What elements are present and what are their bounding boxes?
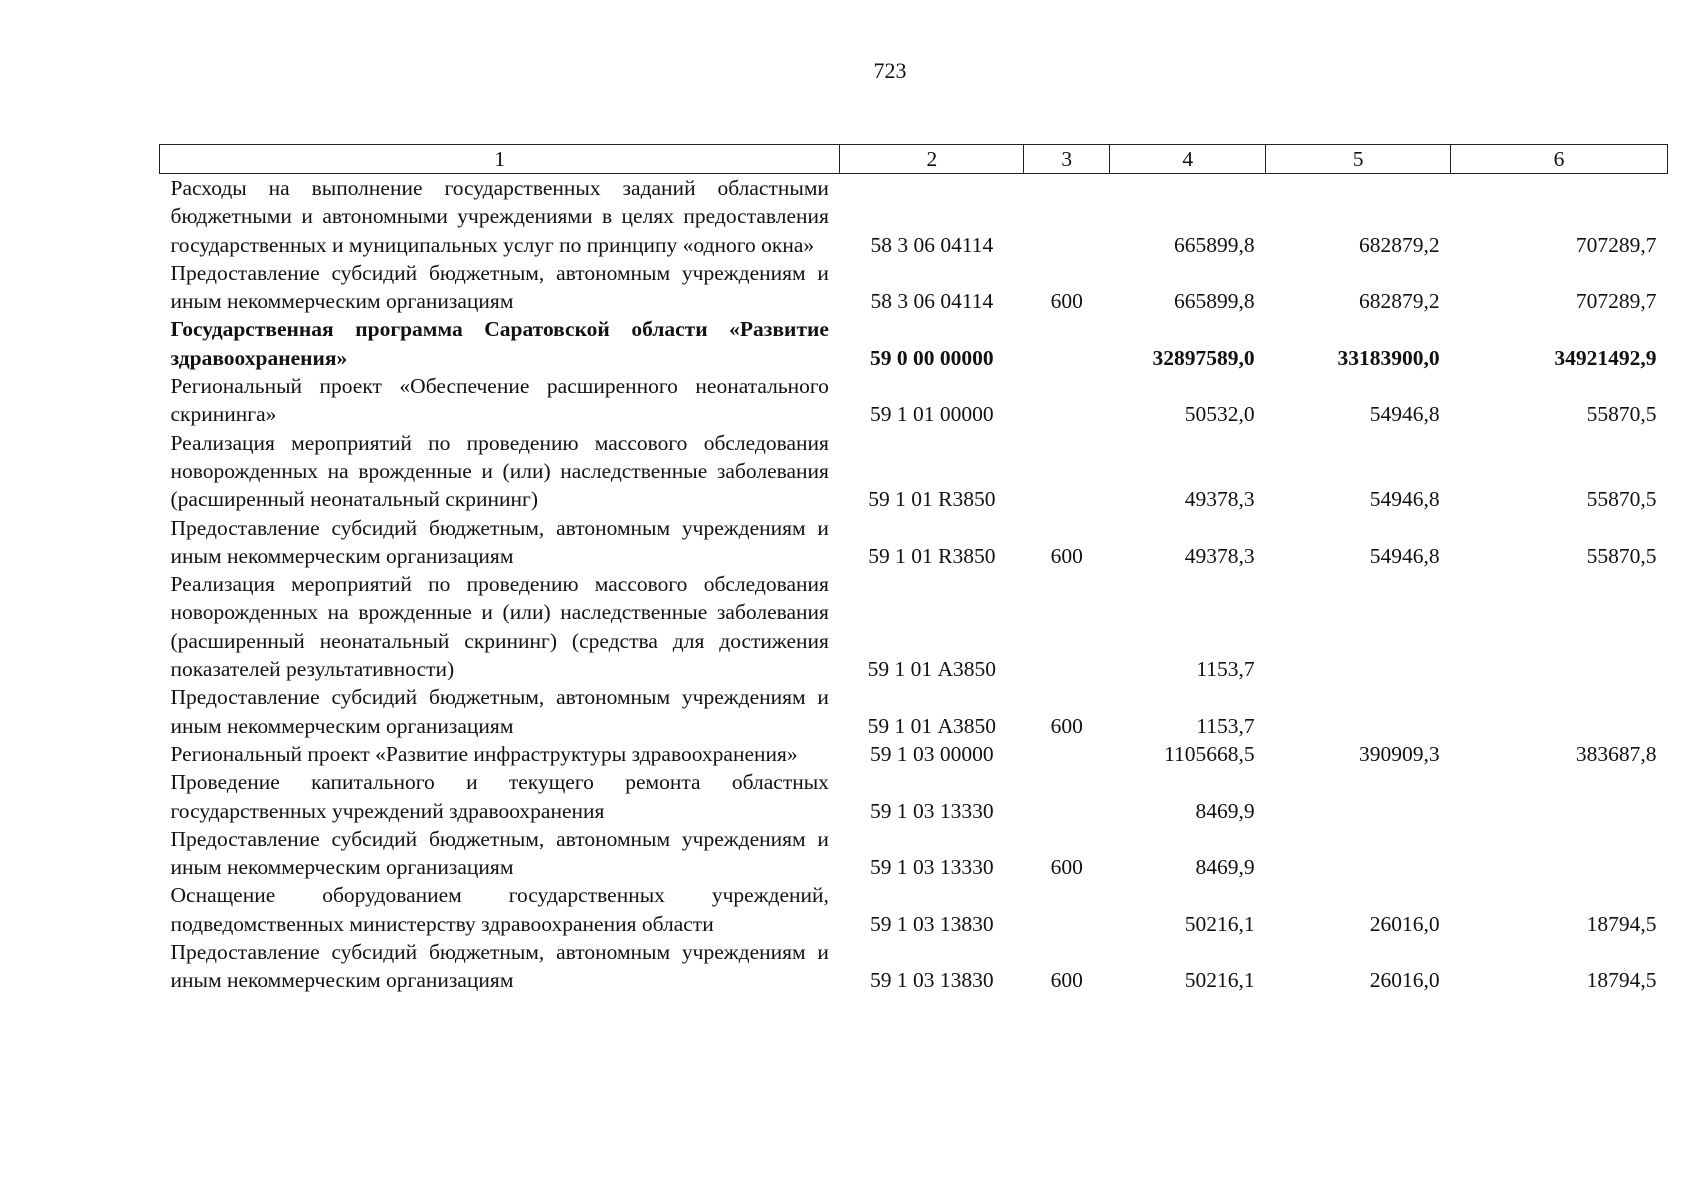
table-row bbox=[160, 174, 1668, 259]
row-value-col6: 707289,7 bbox=[1575, 289, 1657, 314]
row-value-col5: 33183900,0 bbox=[1337, 345, 1440, 370]
row-value-col6 bbox=[1451, 570, 1668, 683]
row-value-col5 bbox=[1266, 570, 1451, 683]
row-name: Предоставление субсидий бюджетным, автономным учреждениям и иным некоммерческим организациям bbox=[170, 260, 829, 314]
row-expense-type bbox=[1024, 768, 1110, 825]
table-row bbox=[160, 372, 1668, 429]
budget-table bbox=[159, 144, 1668, 995]
row-expense-type bbox=[1024, 740, 1110, 768]
header-col-2: 2 bbox=[840, 145, 1024, 174]
row-code: 59 0 00 00000 bbox=[870, 345, 994, 370]
table-body bbox=[160, 174, 1668, 995]
header-col-5: 5 bbox=[1266, 145, 1451, 174]
row-name: Государственная программа Саратовской области «Развитие здравоохранения» bbox=[170, 317, 829, 370]
header-col-1: 1 bbox=[160, 145, 840, 174]
row-name: Реализация мероприятий по проведению массового обследования новорожденных на врожденные и (или) наследственные заболевания (расширенный неонатальный скрининг) (средства для достижения показателей результативности) bbox=[170, 572, 829, 682]
row-value-col5: 26016,0 bbox=[1369, 968, 1440, 993]
row-value-col5: 682879,2 bbox=[1358, 289, 1440, 314]
row-code: 58 3 06 04114 bbox=[870, 289, 994, 314]
row-expense-type: 600 bbox=[1050, 968, 1083, 993]
table-row bbox=[160, 429, 1668, 514]
row-value-col6: 34921492,9 bbox=[1554, 345, 1657, 370]
row-code: 59 1 01 R3850 bbox=[868, 487, 996, 512]
table-row bbox=[160, 740, 1668, 768]
row-code: 59 1 03 13330 bbox=[870, 798, 994, 823]
table-header bbox=[160, 145, 1668, 174]
row-value-col5: 390909,3 bbox=[1358, 741, 1440, 766]
row-value-col4: 1153,7 bbox=[1196, 657, 1255, 682]
row-value-col5 bbox=[1266, 825, 1451, 882]
row-value-col5: 54946,8 bbox=[1369, 487, 1440, 512]
page-number: 723 bbox=[873, 58, 907, 83]
row-value-col4: 50532,0 bbox=[1184, 402, 1255, 427]
row-name: Предоставление субсидий бюджетным, автономным учреждениям и иным некоммерческим организациям bbox=[170, 685, 829, 738]
row-name: Оснащение оборудованием государственных учреждений, подведомственных министерству здравоохранения области bbox=[170, 883, 829, 936]
row-value-col5: 26016,0 bbox=[1369, 911, 1440, 936]
row-expense-type bbox=[1024, 315, 1110, 372]
row-value-col6: 383687,8 bbox=[1575, 741, 1657, 766]
row-value-col4: 665899,8 bbox=[1174, 232, 1255, 257]
row-expense-type bbox=[1024, 174, 1110, 259]
row-name: Реализация мероприятий по проведению массового обследования новорожденных на врожденные и (или) наследственные заболевания (расширенный неонатальный скрининг) bbox=[170, 430, 829, 512]
table-row bbox=[160, 570, 1668, 683]
header-col-4: 4 bbox=[1110, 145, 1266, 174]
row-value-col6: 18794,5 bbox=[1586, 968, 1657, 993]
row-expense-type bbox=[1024, 372, 1110, 429]
row-value-col4: 8469,9 bbox=[1195, 855, 1255, 880]
row-code: 59 1 03 13830 bbox=[870, 968, 994, 993]
row-value-col4: 8469,9 bbox=[1195, 798, 1255, 823]
row-value-col4: 49378,3 bbox=[1184, 487, 1255, 512]
row-code: 59 1 01 А3850 bbox=[867, 657, 997, 682]
row-value-col4: 665899,8 bbox=[1174, 289, 1255, 314]
table-row bbox=[160, 514, 1668, 571]
row-name: Предоставление субсидий бюджетным, автономным учреждениям и иным некоммерческим организациям bbox=[170, 940, 829, 993]
row-value-col5 bbox=[1266, 768, 1451, 825]
header-col-3: 3 bbox=[1024, 145, 1110, 174]
row-expense-type bbox=[1024, 881, 1110, 938]
table-row bbox=[160, 881, 1668, 938]
row-code: 59 1 03 13330 bbox=[870, 855, 994, 880]
row-name: Региональный проект «Обеспечение расширенного неонатального скрининга» bbox=[170, 374, 829, 427]
row-name: Предоставление субсидий бюджетным, автономным учреждениям и иным некоммерческим организациям bbox=[170, 515, 829, 568]
row-value-col5: 682879,2 bbox=[1358, 232, 1440, 257]
row-name: Предоставление субсидий бюджетным, автономным учреждениям и иным некоммерческим организациям bbox=[170, 826, 829, 880]
row-value-col4: 32897589,0 bbox=[1152, 345, 1255, 370]
row-expense-type: 600 bbox=[1050, 713, 1083, 738]
row-code: 58 3 06 04114 bbox=[870, 232, 994, 257]
table-row bbox=[160, 315, 1668, 372]
table-row bbox=[160, 938, 1668, 995]
table-row bbox=[160, 683, 1668, 740]
row-name: Проведение капитального и текущего ремонта областных государственных учреждений здравоохранения bbox=[170, 770, 829, 823]
row-value-col5: 54946,8 bbox=[1369, 402, 1440, 427]
row-value-col5 bbox=[1266, 683, 1451, 740]
row-value-col6: 55870,5 bbox=[1586, 402, 1657, 427]
row-value-col4: 50216,1 bbox=[1184, 911, 1255, 936]
row-value-col6: 55870,5 bbox=[1586, 543, 1657, 568]
row-code: 59 1 01 R3850 bbox=[868, 543, 996, 568]
header-col-6: 6 bbox=[1451, 145, 1668, 174]
row-value-col6: 18794,5 bbox=[1586, 911, 1657, 936]
row-value-col4: 1153,7 bbox=[1196, 713, 1255, 738]
table-row bbox=[160, 259, 1668, 316]
row-value-col6 bbox=[1451, 768, 1668, 825]
table-row bbox=[160, 768, 1668, 825]
row-value-col6 bbox=[1451, 825, 1668, 882]
row-expense-type: 600 bbox=[1050, 289, 1083, 314]
row-expense-type: 600 bbox=[1050, 543, 1083, 568]
row-code: 59 1 01 А3850 bbox=[867, 713, 997, 738]
row-value-col4: 50216,1 bbox=[1184, 968, 1255, 993]
row-expense-type bbox=[1024, 429, 1110, 514]
row-expense-type: 600 bbox=[1050, 855, 1083, 880]
row-value-col6: 55870,5 bbox=[1586, 487, 1657, 512]
row-value-col6 bbox=[1451, 683, 1668, 740]
row-value-col5: 54946,8 bbox=[1369, 543, 1440, 568]
row-name: Расходы на выполнение государственных заданий областными бюджетными и автономными учреждениями в целях предоставления государственных и муниципальных услуг по принципу «одного окна» bbox=[170, 176, 829, 257]
row-value-col4: 49378,3 bbox=[1184, 543, 1255, 568]
row-expense-type bbox=[1024, 570, 1110, 683]
row-name: Региональный проект «Развитие инфраструктуры здравоохранения» bbox=[170, 741, 798, 766]
row-value-col6: 707289,7 bbox=[1575, 232, 1657, 257]
table-row bbox=[160, 825, 1668, 882]
row-value-col4: 1105668,5 bbox=[1164, 741, 1255, 766]
row-code: 59 1 03 13830 bbox=[870, 911, 994, 936]
header-row bbox=[160, 145, 1668, 174]
row-code: 59 1 03 00000 bbox=[870, 741, 994, 766]
row-code: 59 1 01 00000 bbox=[870, 402, 994, 427]
